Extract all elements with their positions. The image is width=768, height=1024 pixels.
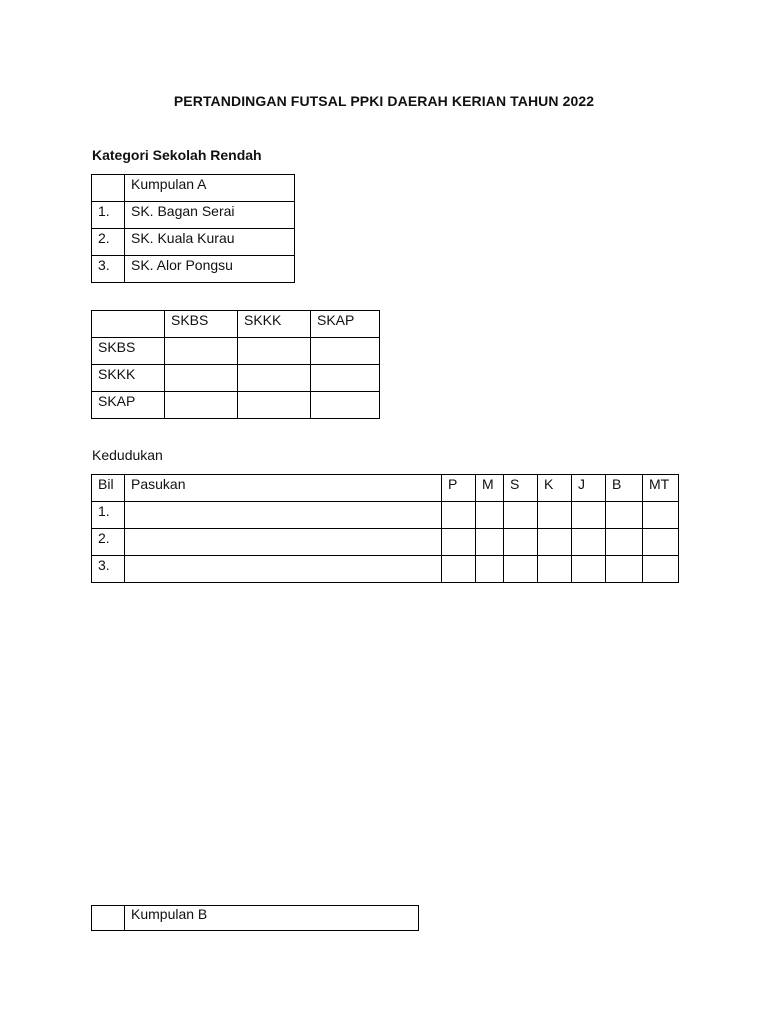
table-cell: [92, 906, 125, 931]
row-number: 3.: [92, 256, 125, 283]
column-header: B: [606, 475, 643, 502]
column-header: Bil: [92, 475, 125, 502]
column-header: SKAP: [311, 311, 380, 338]
row-number: 3.: [92, 556, 125, 583]
table-cell: [311, 338, 380, 365]
row-number: 2.: [92, 529, 125, 556]
table-cell: [572, 529, 606, 556]
table-cell: [572, 502, 606, 529]
column-header: J: [572, 475, 606, 502]
table-cell: [311, 392, 380, 419]
table-cell: [606, 529, 643, 556]
row-number: 1.: [92, 202, 125, 229]
table-cell: [165, 365, 238, 392]
table-row: [92, 175, 295, 202]
table-cell: [476, 529, 504, 556]
group-a-header: Kumpulan A: [125, 175, 295, 202]
table-row: [92, 202, 295, 229]
match-results-table: [91, 310, 380, 419]
column-header: S: [504, 475, 538, 502]
table-cell: [165, 338, 238, 365]
table-cell: [643, 502, 679, 529]
table-row: [92, 338, 380, 365]
table-cell: [538, 502, 572, 529]
table-cell: [442, 529, 476, 556]
table-cell: [311, 365, 380, 392]
table-cell: [606, 556, 643, 583]
table-row: [92, 311, 380, 338]
table-cell: [165, 392, 238, 419]
table-row: [92, 556, 679, 583]
table-cell: [504, 502, 538, 529]
row-number: 2.: [92, 229, 125, 256]
column-header: SKKK: [238, 311, 311, 338]
table-cell: [442, 556, 476, 583]
table-cell: [238, 365, 311, 392]
table-cell: [538, 529, 572, 556]
column-header: SKBS: [165, 311, 238, 338]
table-cell: [238, 338, 311, 365]
table-cell: [538, 556, 572, 583]
table-cell: [125, 556, 442, 583]
school-name: SK. Bagan Serai: [125, 202, 295, 229]
table-cell: [476, 502, 504, 529]
table-cell: [125, 502, 442, 529]
column-header: K: [538, 475, 572, 502]
table-row: [92, 392, 380, 419]
row-header: SKKK: [92, 365, 165, 392]
table-cell: [504, 556, 538, 583]
group-a-table: [91, 174, 295, 283]
standings-label: Kedudukan: [92, 447, 163, 463]
table-row: [92, 229, 295, 256]
table-cell: [238, 392, 311, 419]
school-name: SK. Alor Pongsu: [125, 256, 295, 283]
table-cell: [92, 311, 165, 338]
table-cell: [476, 556, 504, 583]
group-b-table: [91, 905, 419, 931]
school-name: SK. Kuala Kurau: [125, 229, 295, 256]
column-header: P: [442, 475, 476, 502]
table-cell: [606, 502, 643, 529]
table-cell: [125, 529, 442, 556]
row-header: SKBS: [92, 338, 165, 365]
row-number: 1.: [92, 502, 125, 529]
table-row: [92, 475, 679, 502]
table-cell: [92, 175, 125, 202]
table-cell: [442, 502, 476, 529]
column-header: Pasukan: [125, 475, 442, 502]
document-title: PERTANDINGAN FUTSAL PPKI DAERAH KERIAN TAHUN 2022: [173, 93, 595, 109]
standings-table: [91, 474, 679, 583]
table-cell: [572, 556, 606, 583]
table-cell: [643, 556, 679, 583]
table-row: [92, 256, 295, 283]
table-row: [92, 365, 380, 392]
table-row: [92, 502, 679, 529]
table-row: [92, 906, 419, 931]
category-heading: Kategori Sekolah Rendah: [92, 147, 262, 163]
column-header: MT: [643, 475, 679, 502]
group-b-header: Kumpulan B: [125, 906, 419, 931]
table-cell: [504, 529, 538, 556]
table-row: [92, 529, 679, 556]
table-cell: [643, 529, 679, 556]
column-header: M: [476, 475, 504, 502]
row-header: SKAP: [92, 392, 165, 419]
